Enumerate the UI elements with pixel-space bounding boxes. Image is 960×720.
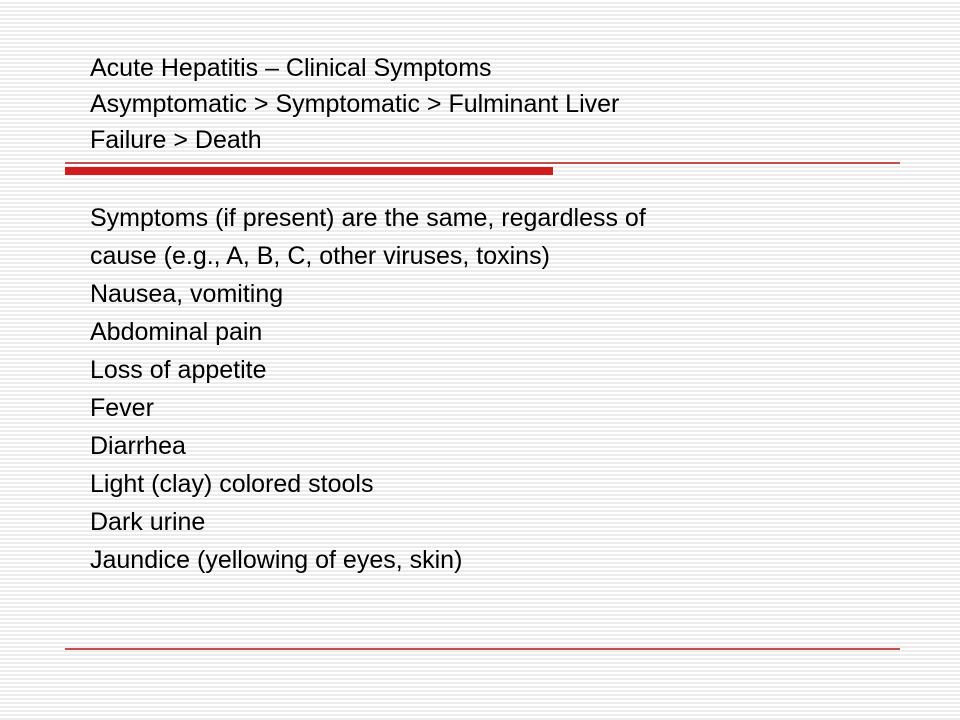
intro-line: Symptoms (if present) are the same, regardless of	[90, 204, 646, 232]
symptom-item: Dark urine	[90, 508, 206, 536]
title-accent-bar	[65, 167, 553, 175]
slide-body	[90, 199, 910, 579]
title-line: Acute Hepatitis – Clinical Symptoms	[90, 54, 492, 82]
title-divider-thin	[65, 162, 900, 164]
symptom-item: Abdominal pain	[90, 318, 263, 346]
symptom-item: Fever	[90, 394, 154, 422]
symptom-item: Jaundice (yellowing of eyes, skin)	[90, 546, 463, 574]
title-line: Failure > Death	[90, 126, 262, 154]
symptom-item: Loss of appetite	[90, 356, 267, 384]
footer-divider	[65, 648, 900, 650]
title-line: Asymptomatic > Symptomatic > Fulminant Liver	[90, 90, 620, 118]
symptom-item: Nausea, vomiting	[90, 280, 284, 308]
symptom-item: Light (clay) colored stools	[90, 470, 374, 498]
intro-line: cause (e.g., A, B, C, other viruses, toxins)	[90, 242, 550, 270]
symptom-item: Diarrhea	[90, 432, 186, 460]
slide-title	[90, 50, 890, 158]
